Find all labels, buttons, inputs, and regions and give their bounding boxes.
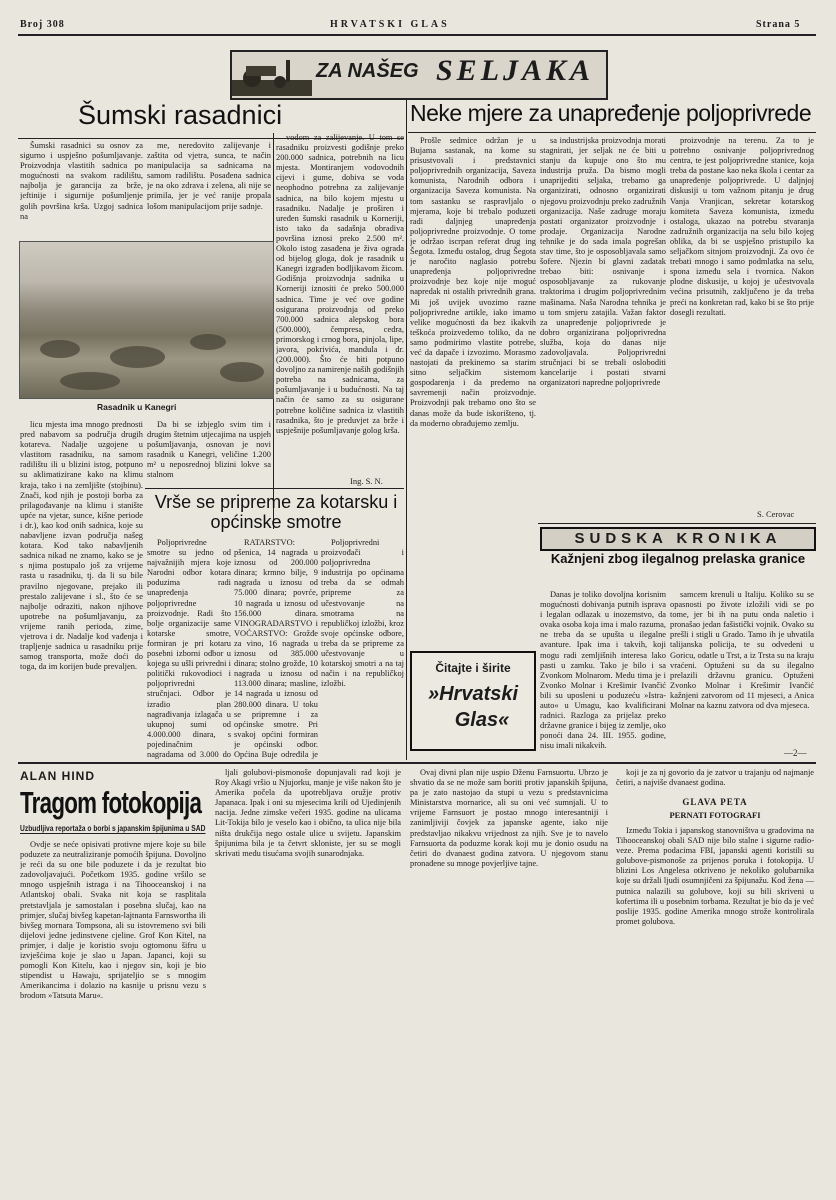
photo-caption: Rasadnik u Kanegri <box>97 402 177 412</box>
serial-title: Tragom fotokopija <box>20 785 202 820</box>
court-column-2: samcem krenuli u Italiju. Koliko su se opasnosti po živote izložili vidi se po tome, jer bi ih na putu onda naletio i pronašao jedan fašistički vojnik. Ovako su prešli i stigli u Grado. Tamo ih je uhvatila talijanska policija, te su odvedeni u Goricu, odatle u Trst, a iz Trsta su na kraju vraćeni. Optuženi su da su ilegalno prelazili državnu granicu. Optuženi Zvonko Molnar i Krešimir Ivančić kažnjeni zatvorom od 11 mjeseci, a Anica Molnar na kaznu zatvora od dva mjeseca. <box>670 590 814 711</box>
ad-line-3: Glas« <box>454 709 510 731</box>
header-rule <box>18 34 816 36</box>
court-section-rule <box>538 523 816 524</box>
chapter-title: PERNATI FOTOGRAFI <box>669 810 761 820</box>
article3-column-3: Poljoprivredni proizvođači i poljoprivredna industrija po općinama treba da se odmah pripreme za učestvovanje na smotrama na republičkoj izložbi, kroz svoje općinske odbore, treba da se pripreme za učestvovanje u kotarskoj smotri a na taj način i na republičkoj izložbi. <box>321 538 404 689</box>
article1-column-2: me, neredovito zalijevanje i zaštita od vjetra, sunca, te način manipulacija sa sadnicama na samom radilištu. Posađena sadnica je na oko zdrava i zelena, ali nije se primila, jer je već ranije propala lošom manipulacijom prije sadnje. <box>147 141 271 211</box>
author-name: ALAN HIND <box>20 769 95 783</box>
serial-column-1: Ovdje se neće opisivati protivne mjere koje su bile poduzete za neutraliziranje pomoćih špijuna. Dovoljno je reći da su one bile poduzete i da je rezultat bio zadovoljavajući. Početkom 1935. godine vršilo se mnogo uspješnih istraga i na Tihooceanskoj i na Atlantskoj obali. Svaka nit koja se rasplitala pretstavljala je samostalan i posebna slučaj, kao na primjer, slučaj bivšeg kapetan-lajtnanta Farnswortha ili bivšeg mornara Tompsona, ali su istovremeno svi bili dijelovi jedne jedinstvene cjeline. Grof Kon Kitel, na primjer, i dalje je koristio svoju ogtomonu šifru u izvješćima koje je slao u Japan. Japanci, koji su pomogli Kon Kitelu, kao i njegov sin, koji je bio stipendist u Hawaju, sprijateljio se s mnogim Amerikancima i dolazio na kasnije u prisnu vezu s brodom »Tatsuta Maru«. <box>20 840 206 1001</box>
nursery-photo <box>19 241 274 399</box>
read-and-share-ad <box>410 651 536 751</box>
article1-bottom-rule <box>145 488 404 489</box>
serial-column-4b: Između Tokia i japanskog stanovništva u gradovima na Tihooceanskoj obali SAD nije bilo stalne i sigurne radio-veze. Prema podacima FBI, japanski agenti koristili su golubove-pismonoše za prijenos poruka i fotokopija. U blizini Los Angelesa otkriveno je nekoliko golubarnika koje su držali ljudi osumnjičeni za špijunažu. Kod žena — putnica nalazili su golubove, koji su bili skriveni u kofertima ili u posebnim torbama. Rezultat je bio da je već poslije 1935. godine Amerika mnogo strože kontrolirala promet golubova. <box>616 826 814 926</box>
serial-subtitle: Uzbudljiva reportaža o borbi s japanskim špijunima u SAD <box>20 823 206 833</box>
issue-number: Broj 308 <box>20 19 65 30</box>
article2-column-2: sa industrijska proizvodnja morati stagnirati, jer seljak ne će biti u stanju da kupuje ono što mu industrija pruža. Da bismo mogli unaprijediti seljaka, trebamo ga organizirati, odnosno organizirati njegovu proizvodnju preko zadružnih organizacija. Naše zadruge moraju postati organizator proizvodnje i prodaje. Organizacija Narodne tehnike je do sada imala pogrešan stav time, što je osposobljavala samo šofere. Njezin bi glavni zadatak trebao biti: osnivanje i osposobljavanje za rukovanje traktorima i drugim poljoprivrednim mašinama. Naša Narodna tehnika je u tom smjeru zatajila. Važan faktor za unapređenje poljoprivrede je dobro organizirana poljoprivredna služba, koja do danas nije zadovoljavala. Poljoprivredni stručnjaci bi se trebali osloboditi kancelarije i postati stvarni organizatori napredne poljoprivrede <box>540 136 666 388</box>
ad-line-1: Čitajte i širite <box>435 661 511 675</box>
section-banner <box>230 50 608 100</box>
article1-column-2b: Da bi se izbjeglo svim tim i drugim štetnim utjecajima na uspjeh pošumljavanja, osnovan je novi rasadnik u Kanegri, veličine 1.200 m² u neposrednoj blizini lokve sa stalnom <box>147 420 271 480</box>
article2-signature: S. Cerovac <box>757 509 795 519</box>
ad-line-2: »Hrvatski <box>427 683 519 705</box>
court-column-1: Danas je toliko dovoljna korisnim mogućnosti dobivanja putnih isprava i legalan odlazak u inozemstvo, da ovaka osoba koja ima i malo razuma, ne treba da se upušta u ilegalne avanture. Ipak ima i takvih, koji mogu radi zemljišnih interesa lako pasti u zamku. Tako je bilo i sa Zvonkom Molnarom. Medu tima je i Zvonko Molnar i Krešimir Ivančić bili su uposleni u poduzeću »Istra-auto« u Umagu, kao kvalificirani radnici. Razloga za prijelaz preko državne granice i bijeg iz zemlje, oko ponoći dana 24. III. 1955. godine, nisu imali nikakvih. <box>540 590 666 751</box>
court-signature: —2— <box>784 748 807 758</box>
article1-column-3: vodom za zalijevanje. U tom se rasadniku proizvesti godišnje preko 200.000 sadnica, potrebnih na licu mjesta. Montiranjem vodovodnih cijevi i gume, dobiva se voda neophodno potrebna za zalijevanje sadnica, na bilo kojem mjestu u rasadniku. Nadalje je proširen i uređen šumski rasadnik u Korneriji, isto tako da sadašnja obradiva površina iznosi preko 2.500 m². Okolo istog zasađena je živa ograda od bijelog glogа, dok je rasadnik u Kanegri izgrađen bodljikavom žicom. Godišnja proizvodnja sadnika u Korneriji iznositi će preko 500.000 sadnica. Time je već ove godine osigurana proizvodnja od preko 700.000 sadnica alepskog bora (500.000), čempresa, cedra, primorskog i crnog bora, pinjola, lipe, javora, pokrivića, mandula i dr. (200.000). Što će biti potpuno dovoljno za namirenje naših godišnjih potreba na sadnicama, za pošumljavanje i u budućnosti. Na taj način će samo za su osigurane potrebne količine sadnica iz vlastitih rasadnika, što je preduvjet za brže i uspješnije pošumljavanje golog krša. <box>276 133 404 435</box>
serial-column-2: ljali golubovi-pismonoše dopunjavali rad koji je Roy Akagi vršio u Njujorku, manje je više nakon što je Amerika počela da upotrebljava oružje protiv Japanaca. Ipak i oni su mjesecima krili od Ujedinjenih nacija. Jedne zimske večeri 1935. godine na ulicama Lit-Tokija bilo je veselo kao i obično, ta ulica nije bila ništa drukčija nego ostale ulice u svijetu. Japanskim špijunima bila je ta četvrt skloniste, jer su se mogli skrivati medu tisućama svojih sunarodnjaka. <box>215 768 401 858</box>
court-article-subtitle: Kažnjeni zbog ilegalnog prelaska granice <box>550 551 806 566</box>
article1-column-1b: licu mjesta ima mnogo prednosti pred nabavom sa područja drugih kotareva. Nadalje uzgojene u vlastitom rasadniku, na samom radilištu ili u blizini istog, potpuno su aklimatizirane kako na klimu kraja, tako i na zemljište (stojbinu). Znači, kod njih je postoji borba za prilagođavanje na klimu i stanište upće na vjetar, sunce, kišne periode i dr.), kao kod onih sadnica, koje su nabavljene izvan područja našeg kotara. Kod tako nabavljenih sadnica nikad ne znamo, kako se je s njima postupalo još za vrijeme rasta u rasadniku, tj. da li su bile pravilno njegovane, prejako ili prestalo zalijevane i sl., što će se najbolje odraziti, nakon njihove upotrebe na pošumljavanju, za vrijeme ranih perioda, zime, vjetrova i dr. Nadalje kod vađenja i trapljenje sadnica u rasadniku prije samog transporta, može doći do toga, da im korijen bude prevaljen. <box>20 420 143 672</box>
article-title-forest-nurseries: Šumski rasadnici <box>78 100 283 130</box>
chapter-number: GLAVA PETA <box>682 797 748 807</box>
article1-column-1: Šumski rasadnici su osnov za sigurno i uspješno pošumljavanje. Proizvodnja vlastitih sadnica po mogućnosti na svakom radilištu, najbolja je garancija za brže, jeftinije i sigurnije pošumljenje golih površina krša. Uzgoj sadnica na <box>20 141 143 221</box>
article2-column-1: Prošle sedmice održan je u Bujama sastanak, na kome su prisustvovali i predstavnici poljoprivrednih organizacija, Saveza komunista, Narodnih odbora i organizacija Saveza komunista. Na tom sastanku se raspravljalo o mjerama, koje bi trebalo poduzeti radi daljnjeg unapređenja poljoprivredne proizvodnje. O tome je održao iscrpan referat drug ing Šegota. Između ostalog, drug Šegota je naročito naglasio potrebu unapređenja poljoprivredne proizvodnje bez koje nije moguć napredak ni ostalih privrednih grana. Mi još uvijek uvozimo razne poljoprivredne artikle, iako imamo velike mogućnosti da bez ikakvih teškoća proizvedemo toliko, da ne samo podmirimo vlastite potrebe, već da dapače i izvozimo. Morasmo nastojati da prekinemo sa starim sitno seljačkim sistemom gospodarenja i da predemo na savremenji način proizvodnje. Proizvodnji pak trebamo ono što se danas može da bude iskorišteno, tj. da moderno obrađujemo zemlju. <box>410 136 536 428</box>
serial-column-4: koji je za nj govorio da je zatvor u trajanju od najmanje četiri, a najviše dvanaest godina. <box>616 768 814 788</box>
banner-left-text: ZA NAŠEG <box>316 60 419 82</box>
article-title-shows: Vrše se pripreme za kotarsku i općinske smotre <box>154 492 398 532</box>
serial-column-3: Ovaj divni plan nije uspio Dženu Farnsuortu. Ubrzo je shvatio da se ne može sam boriti protiv japanskih špijuna, pa je zato nastojao da stupi u vezu s predstavnicima Ministarstva mornarice, ali su oni već sumnjali. U to vrijeme Farnsuort je postao mnogo interesantniji i zanimljiviji čovjek za japanske agente, iako nije predstavljao nikakvu vrijednost za njih. Sve je to navelo Farnsuorta da poduzme korak koji mu je donio osudu na četiri do dvanaest godina zatvora. U njegovom stanu pronađene su mnoge povjerljive tajne. <box>410 768 608 868</box>
article2-title-rule <box>408 132 816 133</box>
article3-column-1: Poljoprivredne smotre su jedno od najvažnijih mjera koje Narodni odbor kotara poduzima radi unapređenja poljoprivredne proizvodnje. Radi što bolje organizacije same kotarske smotre, formiran je pri kotaru posebni izborni odbor u kojega su ušli privredni i politički rukovodioci i poljoprivredni stručnjaci. Odbor je izradio plan nagrađivanja izlagača u ukupnoj sumi od 4.000.000 dinara, s pojedinačnim nagradama od 3.000 do <box>147 538 231 759</box>
court-chronicle-title: SUDSKA KRONIKA <box>540 527 816 551</box>
article1-signature: Ing. S. N. <box>350 476 383 486</box>
article3-column-2: RATARSTVO: pšenica, 14 nagrada u iznosu od 200.000 dinara; krmno bilje, 9 nagrada u iznosu od 75.000 dinara; povrće, 10 nagrada u iznosu od 156.000 dinara. VINOGRADARSTVO i VOĆARSTVO: Grožđe za vino, 16 nagrada u iznosu od 385.000 dinara; stolno grožđe, 10 nagrada u iznosu od 113.000 dinara; masline, 14 nagrada u iznosu od 280.000 dinara. U toku se pripremne i za općinske smotre. Pri svakoj općini formiran je općinski odbor. Općina Buje određila je <box>234 538 318 759</box>
page-number: Strana 5 <box>756 19 801 30</box>
farm-illustration-icon <box>232 52 312 96</box>
banner-right-text: SELJAKA <box>436 54 595 87</box>
newspaper-name: HRVATSKI GLAS <box>330 19 450 30</box>
lower-section-rule <box>18 762 816 764</box>
article2-column-3: proizvodnje na terenu. Za to je potrebno osnivanje poljoprivrednog centra, te jest poljoprivredne stanice, koja treba da postane kao neka škola i centar za unapređenje poljoprivrede. U daljnjoj diskusiji u tom važnom pitanju je drug Vanja Vranjican, sekretar kotarskog komiteta Saveza komunista, između ostaloga, ukazao na potrebu stvaranja zadružnih organizacija na selu bilo kojeg oblika, da bi se uspješno pristupilo ka seljačkom sitnjom proizvodnji. Za ovo će trebati mnogo i samo podmlatka na selu, spona između sela i tvornica. Nakon plodne diskusije, u kojoj je učestvovala većina prisutnih, zaključeno je da treba preći na konkretan rad, kako bi se što prije dosegli rezultati. <box>670 136 814 317</box>
article-title-agriculture: Neke mjere za unapređenje poljoprivrede <box>410 100 812 126</box>
page-column-divider <box>406 100 407 760</box>
